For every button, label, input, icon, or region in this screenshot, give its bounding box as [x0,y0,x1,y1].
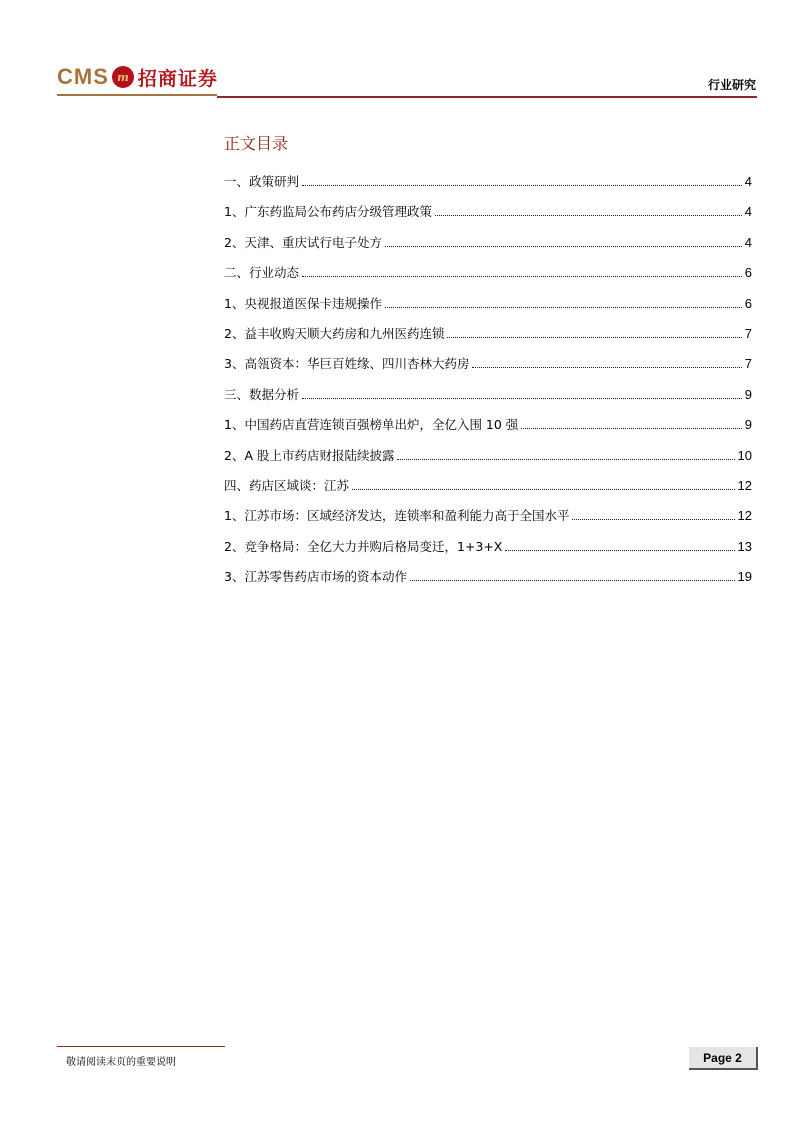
toc-leader-dots [505,550,734,551]
toc-entry[interactable] [224,474,752,494]
toc-title: 正文目录 [224,134,289,153]
toc-entry-page[interactable]: 9 [744,386,752,402]
footer-divider [57,1046,225,1047]
toc-leader-dots [302,276,742,277]
toc-leader-dots [352,489,735,490]
toc-leader-dots [521,428,741,429]
toc-leader-dots [397,459,734,460]
toc-leader-dots [385,307,742,308]
toc-entry-title[interactable]: 四、药店区域谈：江苏 [224,478,350,493]
toc-entry-page[interactable]: 4 [744,174,752,189]
toc-entry-page[interactable]: 6 [744,265,752,281]
toc-entry-page[interactable]: 4 [744,234,752,250]
toc-entry[interactable] [224,200,752,220]
header-divider [217,96,757,98]
toc-entry[interactable] [224,261,752,281]
toc-entry-title[interactable]: 2、益丰收购天顺大药房和九州医药连锁 [224,326,445,341]
toc-entry-page[interactable]: 7 [744,356,752,372]
toc-entry[interactable] [224,383,752,403]
logo-underline [57,94,217,96]
toc-entry[interactable] [224,413,752,433]
toc-leader-dots [447,337,741,338]
toc-entry-title[interactable]: 1、江苏市场：区域经济发达，连锁率和盈利能力高于全国水平 [224,508,570,524]
toc-entry-title[interactable]: 2、竞争格局：全亿大力并购后格局变迁，1+3+X [224,538,503,554]
logo-emblem-icon: m [112,66,134,88]
toc-entry[interactable] [224,535,752,555]
toc-entry[interactable] [224,565,752,585]
toc-entry[interactable] [224,504,752,524]
toc-entry-page[interactable]: 4 [744,204,752,220]
toc-entry-page[interactable]: 7 [744,326,752,341]
footer-notice: 敬请阅读末页的重要说明 [66,1057,176,1068]
toc-entry-title[interactable]: 2、A 股上市药店财报陆续披露 [224,447,395,463]
toc-entry-title[interactable]: 3、江苏零售药店市场的资本动作 [224,569,407,585]
toc-entry-page[interactable]: 10 [737,447,752,463]
toc-entry-title[interactable]: 1、中国药店直营连锁百强榜单出炉，全亿入围 10 强 [224,417,519,433]
toc-entry[interactable] [224,352,752,372]
toc-entry-page[interactable]: 12 [737,508,752,524]
toc-leader-dots [302,185,742,186]
toc-entry-title[interactable]: 二、行业动态 [224,265,300,281]
logo-chinese-text: 招商证券 [137,67,218,90]
company-logo [57,62,218,92]
toc-leader-dots [302,398,742,399]
toc-entry-title[interactable]: 一、政策研判 [224,174,300,189]
toc-entry[interactable] [224,444,752,464]
toc-leader-dots [385,246,742,247]
toc-leader-dots [410,580,735,581]
report-section-label: 行业研究 [707,78,756,92]
logo-latin-text: CMS [57,64,109,89]
toc-entry[interactable] [224,231,752,251]
toc-entry-page[interactable]: 6 [744,295,752,311]
toc-entry-page[interactable]: 13 [737,538,752,554]
toc-leader-dots [435,215,742,216]
toc-entry-title[interactable]: 2、天津、重庆试行电子处方 [224,234,382,250]
toc-entry[interactable] [224,322,752,342]
toc-entry-title[interactable]: 三、数据分析 [224,386,300,402]
page-number-badge: Page 2 [689,1047,758,1070]
toc-entry-title[interactable]: 1、广东药监局公布药店分级管理政策 [224,204,432,220]
toc-entry-title[interactable]: 3、高瓴资本：华巨百姓缘、四川杏林大药房 [224,356,470,372]
toc-leader-dots [572,519,734,520]
toc-leader-dots [472,367,741,368]
toc-entry-page[interactable]: 19 [737,569,752,585]
toc-entry[interactable] [224,292,752,312]
toc-entry-title[interactable]: 1、央视报道医保卡违规操作 [224,295,382,311]
toc-entry-page[interactable]: 12 [737,478,752,493]
toc-entry[interactable] [224,170,752,190]
toc-entry-page[interactable]: 9 [744,417,752,433]
